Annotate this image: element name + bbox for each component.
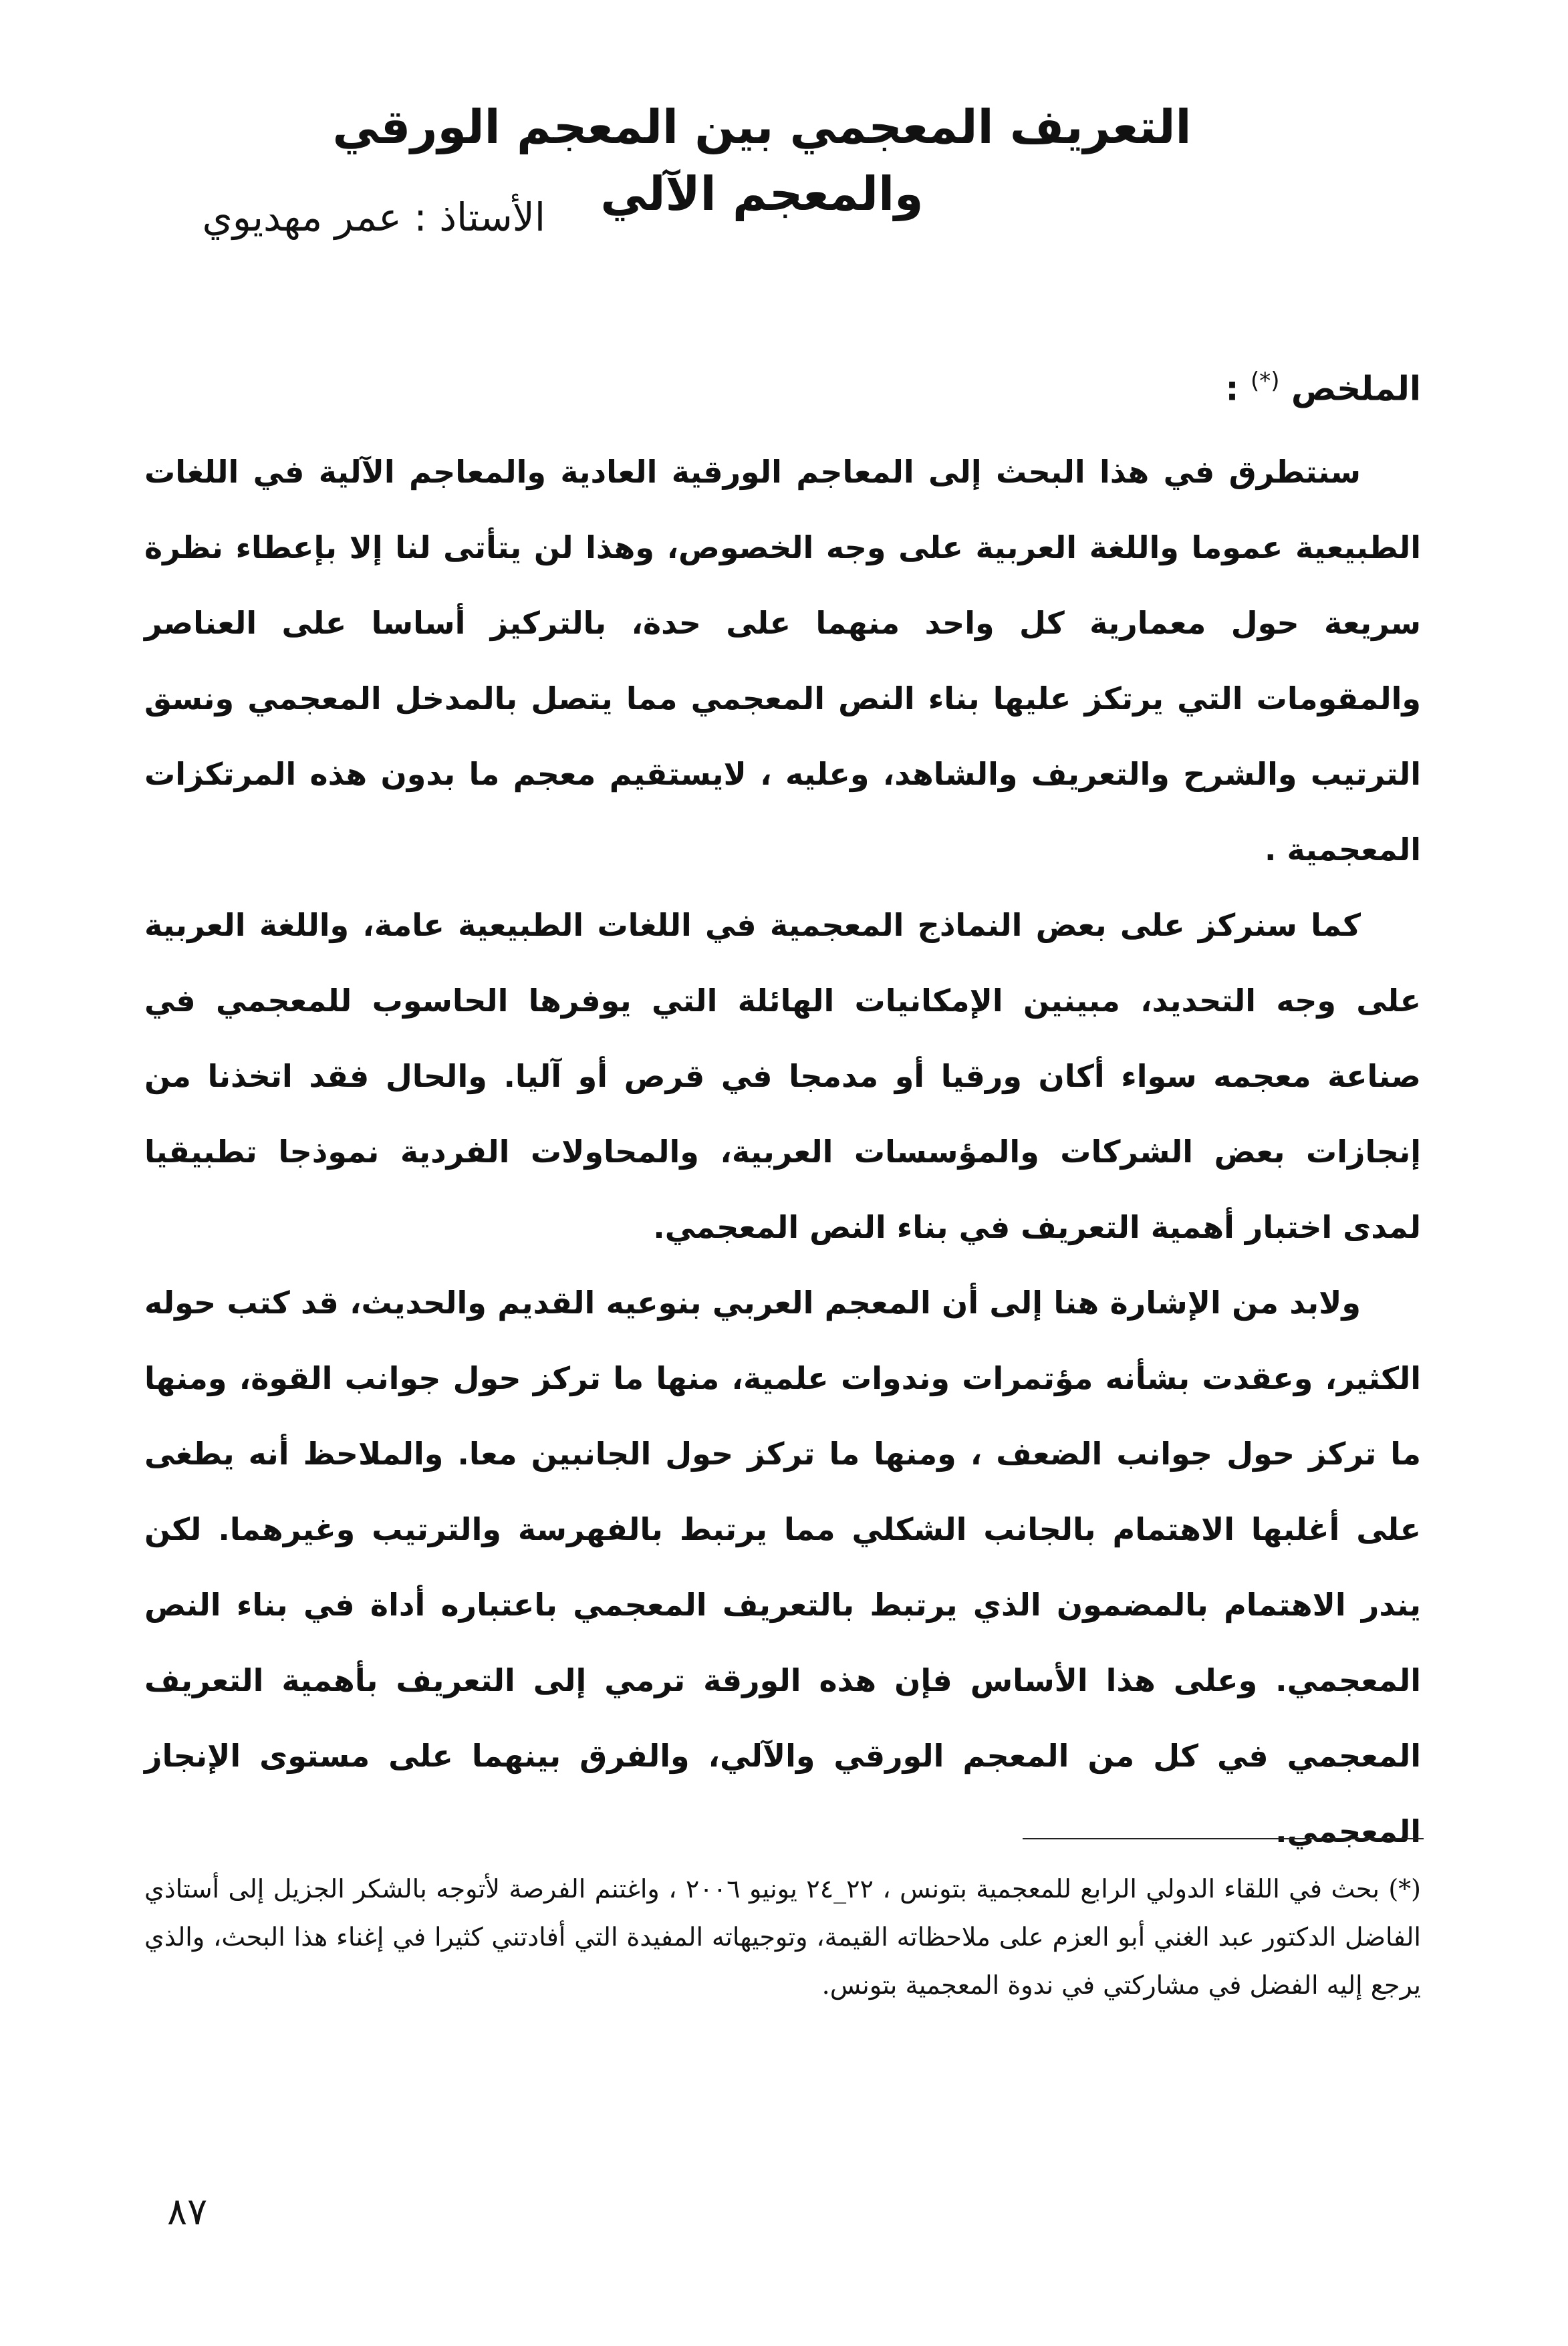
abstract-body xyxy=(144,434,1421,1869)
footnote: (*) بحث في اللقاء الدولي الرابع للمعجمية بتونس ، ٢٢_٢٤ يونيو ٢٠٠٦ ، واغتنم الفرصة لأتوجه بالشكر الجزيل إلى أستاذي الفاضل الدكتور عبد الغني أبو العزم على ملاحظاته القيمة، وتوجيهاته المفيدة التي أفادتني كثيرا في إغناء هذا البحث، والذي يرجع إليه الفضل في مشاركتي في ندوة المعجمية بتونس. xyxy=(144,1874,1422,2000)
abstract-heading xyxy=(1020,354,1421,416)
abstract-label-text: الملخص xyxy=(1291,369,1421,408)
page-number: ٨٧ xyxy=(167,2190,208,2234)
abstract-colon: : xyxy=(1225,369,1251,408)
footnote-separator xyxy=(1023,1838,1424,1839)
paragraph: سنتطرق في هذا البحث إلى المعاجم الورقية العادية والمعاجم الآلية في اللغات الطبيعية عموما واللغة العربية على وجه الخصوص، وهذا لن يتأتى لنا إلا بإعطاء نظرة سريعة حول معمارية كل واحد منهما على حدة، بالتركيز أساسا على العناصر والمقومات التي يرتكز عليها بناء النص المعجمي مما يتصل بالمدخل المعجمي ونسق الترتيب والشرح والتعريف والشاهد، وعليه ، لايستقيم معجم ما بدون هذه المرتكزات المعجمية . xyxy=(144,454,1421,868)
author-line: الأستاذ : عمر مهديوي xyxy=(202,194,545,240)
document-title: التعريف المعجمي بين المعجم الورقي والمعجم الآلي xyxy=(332,100,1192,221)
footnote-marker: (*) xyxy=(1250,368,1280,394)
paragraph: ولابد من الإشارة هنا إلى أن المعجم العربي بنوعيه القديم والحديث، قد كتب حوله الكثير، وعقدت بشأنه مؤتمرات وندوات علمية، منها ما تركز حول جوانب القوة، ومنها ما تركز حول جوانب الضعف ، ومنها ما تركز حول الجانبين معا. والملاحظ أنه يطغى على أغلبها الاهتمام بالجانب الشكلي مما يرتبط بالفهرسة والترتيب وغيرهما. لكن يندر الاهتمام بالمضمون الذي يرتبط بالتعريف المعجمي باعتباره أداة في بناء النص المعجمي. وعلى هذا الأساس فإن هذه الورقة ترمي إلى التعريف بأهمية التعريف المعجمي في كل من المعجم الورقي والآلي، والفرق بينهما على مستوى الإنجاز المعجمي. xyxy=(144,1285,1421,1849)
paragraph: كما سنركز على بعض النماذج المعجمية في اللغات الطبيعية عامة، واللغة العربية على وجه التحديد، مبينين الإمكانيات الهائلة التي يوفرها الحاسوب للمعجمي في صناعة معجمه سواء أكان ورقيا أو مدمجا في قرص أو آليا. والحال فقد اتخذنا من إنجازات بعض الشركات والمؤسسات العربية، والمحاولات الفردية نموذجا تطبيقيا لمدى اختبار أهمية التعريف في بناء النص المعجمي. xyxy=(144,907,1421,1245)
